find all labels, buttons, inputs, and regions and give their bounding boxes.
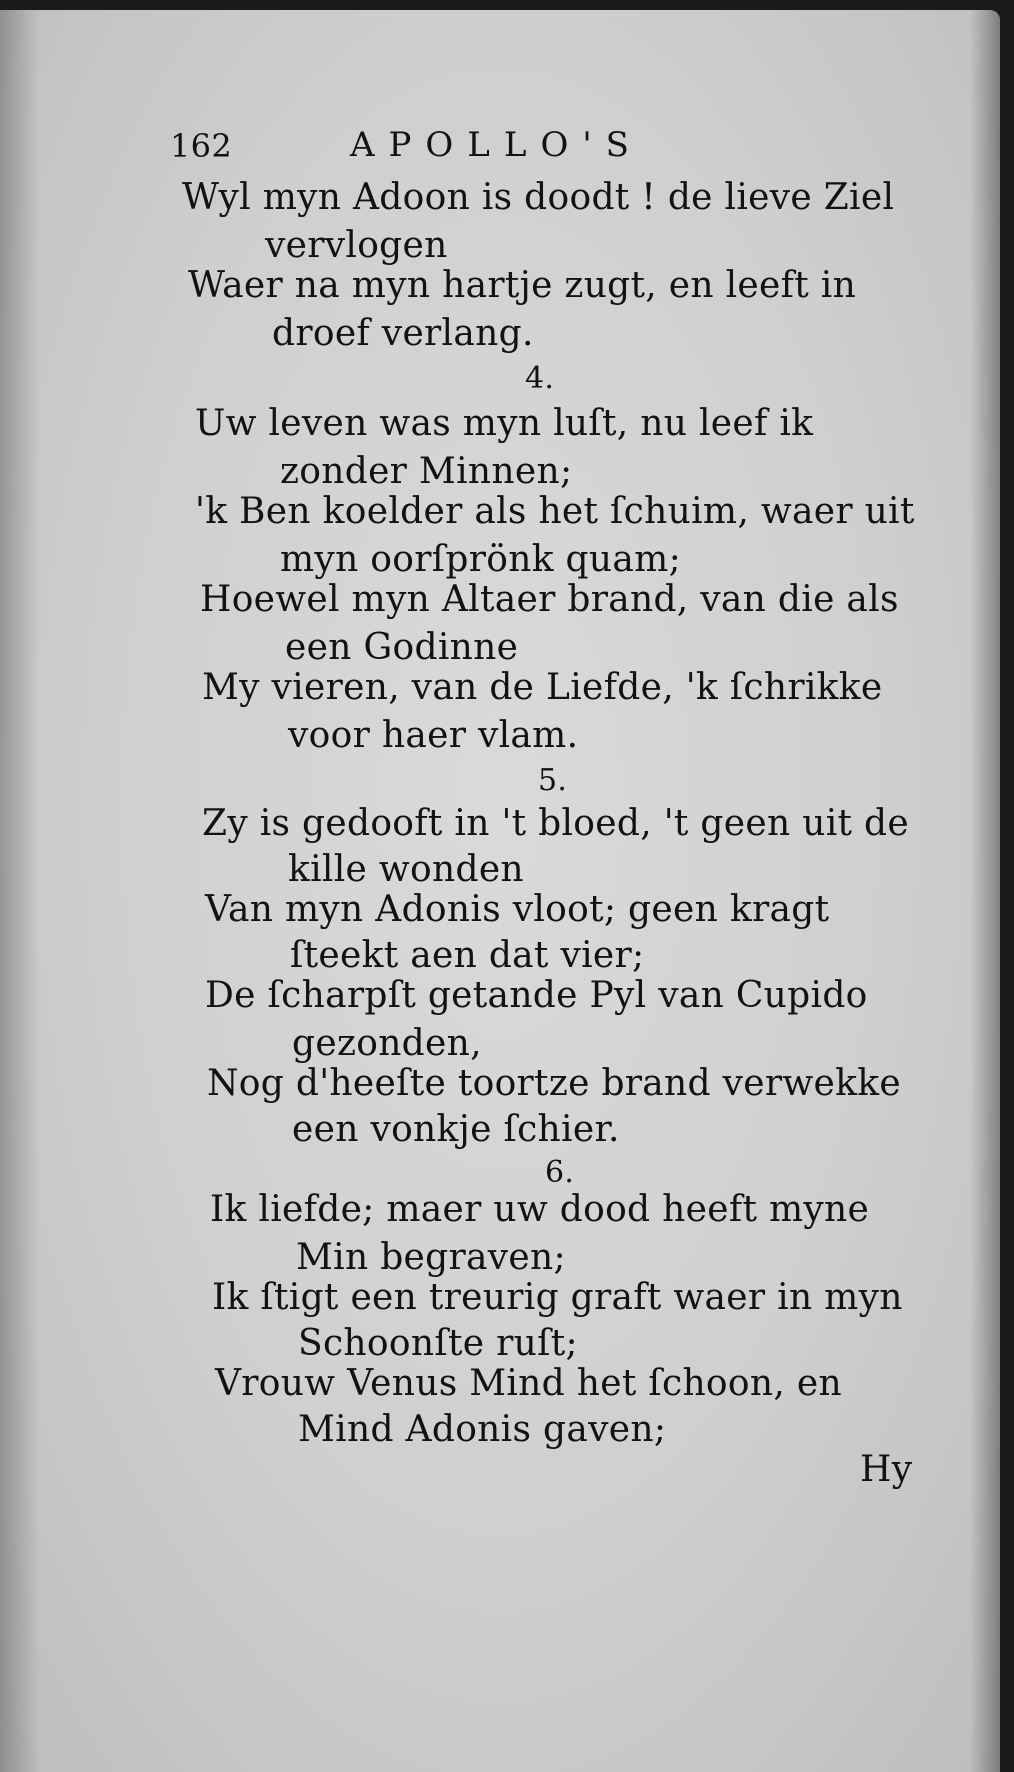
page-number: 162: [170, 127, 232, 165]
verse-line: ſteekt aen dat vier;: [290, 935, 645, 976]
page-edge-shadow: [970, 10, 1000, 1772]
verse-line: een vonkje ſchier.: [292, 1109, 620, 1150]
verse-line: Ik liefde; maer uw dood heeft myne: [210, 1189, 870, 1230]
verse-line: Van myn Adonis vloot; geen kragt: [205, 889, 830, 930]
verse-line: Min begraven;: [296, 1237, 566, 1278]
verse-line: 'k Ben koelder als het ſchuim, waer uit: [195, 491, 915, 532]
verse-line: Uw leven was myn luſt, nu leef ik: [195, 403, 814, 444]
verse-line: kille wonden: [288, 849, 524, 890]
catchword: Hy: [860, 1449, 913, 1490]
verse-line: droef verlang.: [272, 313, 534, 354]
verse-line: Hoewel myn Altaer brand, van die als: [200, 579, 899, 620]
verse-line: De ſcharpſt getande Pyl van Cupido: [205, 975, 868, 1016]
verse-line: voor haer vlam.: [288, 715, 579, 756]
verse-line: Vrouw Venus Mind het ſchoon, en: [215, 1363, 842, 1404]
verse-line: Schoonſte ruſt;: [298, 1323, 578, 1364]
verse-line: Waer na myn hartje zugt, en leeft in: [188, 265, 857, 306]
running-title: APOLLO'S: [350, 125, 643, 165]
verse-line: Zy is gedooft in 't bloed, 't geen uit de: [202, 803, 909, 844]
page-gutter-shadow: [0, 10, 40, 1772]
verse-line: myn oorſprönk quam;: [280, 539, 682, 580]
verse-line: Nog d'heeſte toortze brand verwekke: [207, 1063, 901, 1104]
verse-line: zonder Minnen;: [280, 451, 573, 492]
verse-line: Ik ſtigt een treurig graft waer in myn: [212, 1277, 903, 1318]
verse-line: Wyl myn Adoon is doodt ! de lieve Ziel: [182, 177, 895, 218]
verse-line: gezonden,: [292, 1023, 482, 1064]
stanza-number: 5.: [538, 763, 568, 798]
stanza-number: 4.: [525, 361, 555, 396]
verse-line: My vieren, van de Liefde, 'k ſchrikke: [202, 667, 883, 708]
book-page: [0, 10, 1000, 1772]
verse-line: Mind Adonis gaven;: [298, 1409, 667, 1450]
stanza-number: 6.: [545, 1155, 575, 1190]
verse-line: vervlogen: [265, 225, 448, 266]
verse-line: een Godinne: [285, 627, 519, 668]
